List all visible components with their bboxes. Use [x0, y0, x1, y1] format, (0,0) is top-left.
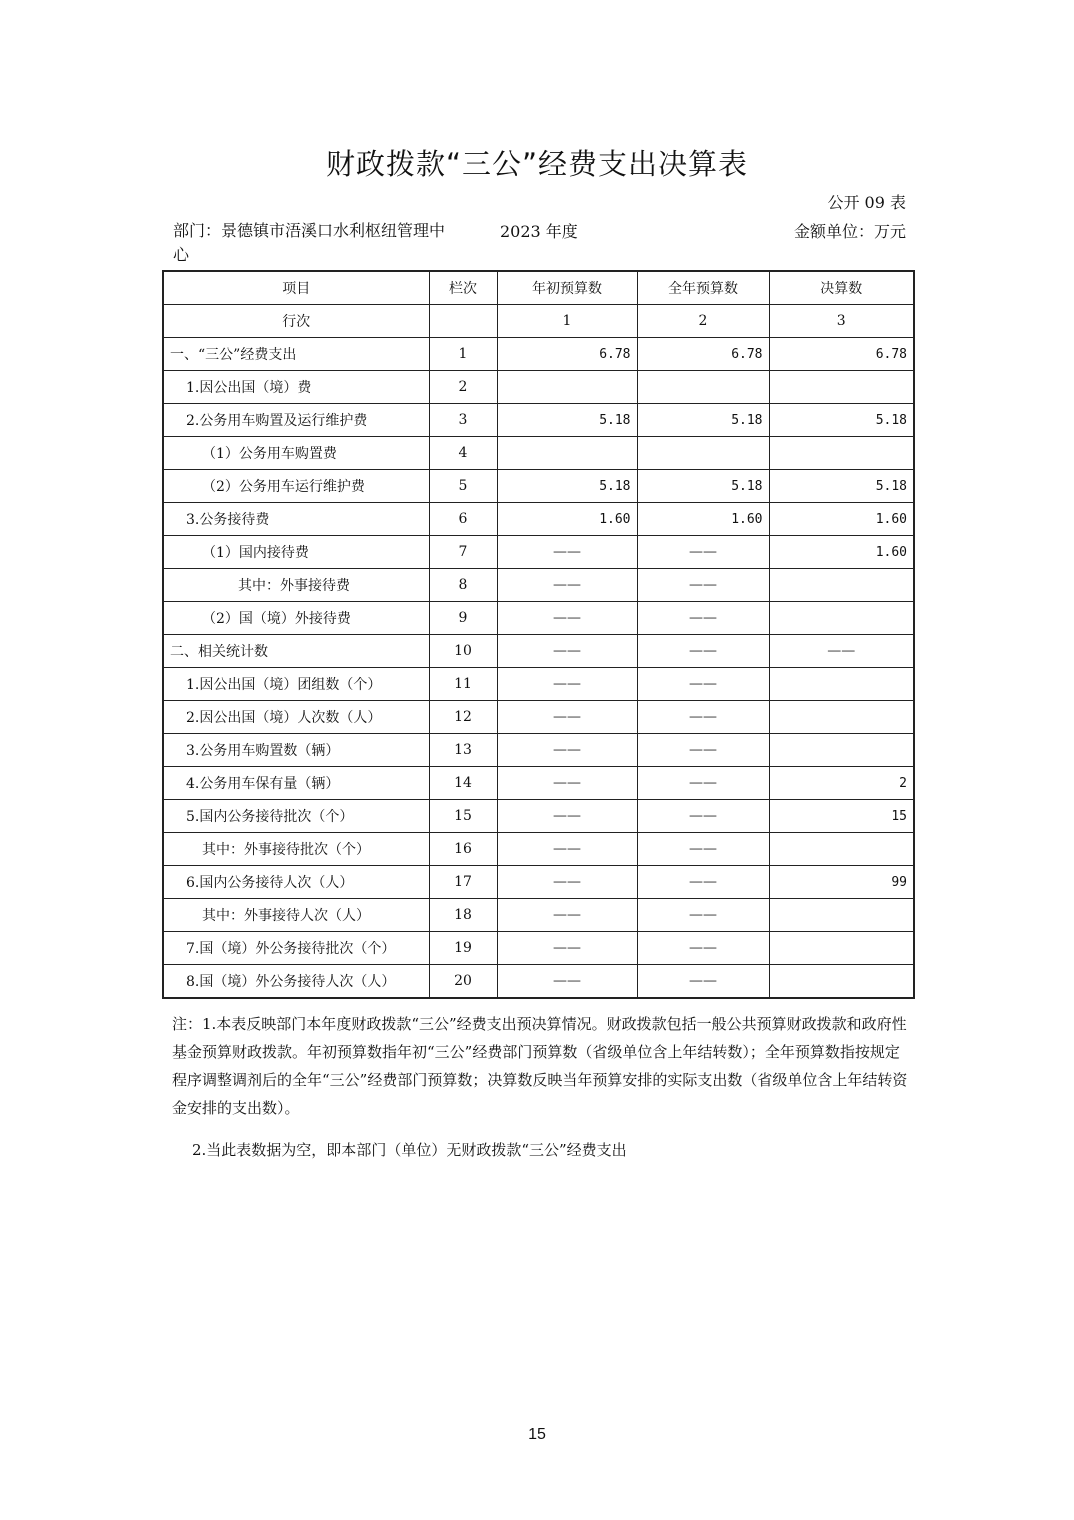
page-title: 财政拨款“三公”经费支出决算表	[325, 147, 749, 181]
note-1: 注：1.本表反映部门本年度财政拨款“三公”经费支出预决算情况。财政拨款包括一般公共预算财政拨款和政府性基金预算财政拨款。年初预算数指年初“三公”经费部门预算数（省级单位含上年结转数）；全年预算数指按规定程序调整调剂后的全年“三公”经费部门预算数；决算数反映当年预算安排的实际支出数（省级单位含上年结转资金安排的支出数）。	[172, 1015, 908, 1117]
row-column-no: 4	[429, 437, 497, 470]
table-row	[163, 404, 914, 437]
row-final-account	[769, 932, 914, 965]
table-row	[163, 734, 914, 767]
row-column-no: 8	[429, 569, 497, 602]
row-column-no: 18	[429, 899, 497, 932]
table-row	[163, 668, 914, 701]
table-row	[163, 602, 914, 635]
table-body	[163, 338, 914, 999]
header-item: 项目	[163, 271, 429, 305]
table-row	[163, 503, 914, 536]
table-row	[163, 965, 914, 999]
row-initial-budget: ——	[497, 965, 637, 999]
row-final-account: 5.18	[769, 470, 914, 503]
row-annual-budget	[637, 437, 769, 470]
row-annual-budget: ——	[637, 701, 769, 734]
row-initial-budget: ——	[497, 767, 637, 800]
row-column-no: 6	[429, 503, 497, 536]
row-final-account: ——	[769, 635, 914, 668]
row-annual-budget: ——	[637, 932, 769, 965]
row-annual-budget: ——	[637, 536, 769, 569]
row-annual-budget: 6.78	[637, 338, 769, 371]
table-row	[163, 800, 914, 833]
row-final-account	[769, 569, 914, 602]
row-item: 其中：外事接待批次（个）	[163, 833, 429, 866]
row-item: 1.因公出国（境）费	[163, 371, 429, 404]
row-item: 4.公务用车保有量（辆）	[163, 767, 429, 800]
row-column-no: 20	[429, 965, 497, 999]
row-column-no: 13	[429, 734, 497, 767]
row-item: （2）公务用车运行维护费	[163, 470, 429, 503]
department-label: 部门：景德镇市浯溪口水利枢纽管理中心	[173, 221, 446, 264]
row-initial-budget: ——	[497, 734, 637, 767]
row-final-account: 99	[769, 866, 914, 899]
row-final-account: 5.18	[769, 404, 914, 437]
row-item: 其中：外事接待人次（人）	[163, 899, 429, 932]
row-final-account	[769, 833, 914, 866]
row-item: 2.公务用车购置及运行维护费	[163, 404, 429, 437]
row-column-no: 17	[429, 866, 497, 899]
row-column-no: 3	[429, 404, 497, 437]
row-final-account: 2	[769, 767, 914, 800]
row-item: 3.公务接待费	[163, 503, 429, 536]
index-3: 3	[769, 305, 914, 338]
row-final-account	[769, 701, 914, 734]
table-row	[163, 437, 914, 470]
row-initial-budget: ——	[497, 932, 637, 965]
row-initial-budget: 6.78	[497, 338, 637, 371]
row-final-account	[769, 668, 914, 701]
row-column-no: 1	[429, 338, 497, 371]
table-row	[163, 536, 914, 569]
row-initial-budget: ——	[497, 569, 637, 602]
row-column-no: 16	[429, 833, 497, 866]
row-item: 一、“三公”经费支出	[163, 338, 429, 371]
table-row	[163, 569, 914, 602]
table-row	[163, 767, 914, 800]
row-item: 其中：外事接待费	[163, 569, 429, 602]
row-initial-budget: ——	[497, 668, 637, 701]
row-item: 5.国内公务接待批次（个）	[163, 800, 429, 833]
row-annual-budget: ——	[637, 602, 769, 635]
note-2: 2.当此表数据为空，即本部门（单位）无财政拨款“三公”经费支出	[192, 1141, 627, 1159]
row-column-no: 15	[429, 800, 497, 833]
row-annual-budget: ——	[637, 569, 769, 602]
row-annual-budget: 5.18	[637, 404, 769, 437]
notes	[172, 1010, 908, 1164]
row-final-account	[769, 371, 914, 404]
row-item: 二、相关统计数	[163, 635, 429, 668]
row-annual-budget: ——	[637, 965, 769, 999]
row-column-no: 12	[429, 701, 497, 734]
expense-table	[162, 270, 915, 999]
row-item: 6.国内公务接待人次（人）	[163, 866, 429, 899]
row-annual-budget: ——	[637, 800, 769, 833]
row-final-account: 15	[769, 800, 914, 833]
row-column-no: 2	[429, 371, 497, 404]
row-column-no: 9	[429, 602, 497, 635]
row-annual-budget	[637, 371, 769, 404]
row-annual-budget: 5.18	[637, 470, 769, 503]
index-2: 2	[637, 305, 769, 338]
row-annual-budget: 1.60	[637, 503, 769, 536]
fiscal-year: 2023 年度	[500, 222, 578, 241]
row-initial-budget: 1.60	[497, 503, 637, 536]
row-initial-budget: ——	[497, 701, 637, 734]
table-row	[163, 899, 914, 932]
header-column-no: 栏次	[429, 271, 497, 305]
table-row	[163, 932, 914, 965]
table-row	[163, 470, 914, 503]
row-column-no: 10	[429, 635, 497, 668]
row-final-account	[769, 602, 914, 635]
table-header-row	[163, 271, 914, 305]
row-column-no: 7	[429, 536, 497, 569]
row-initial-budget: 5.18	[497, 470, 637, 503]
row-item: （1）国内接待费	[163, 536, 429, 569]
row-item: （1）公务用车购置费	[163, 437, 429, 470]
row-annual-budget: ——	[637, 866, 769, 899]
row-final-account: 6.78	[769, 338, 914, 371]
row-initial-budget: ——	[497, 602, 637, 635]
row-annual-budget: ——	[637, 668, 769, 701]
row-final-account	[769, 734, 914, 767]
row-initial-budget	[497, 371, 637, 404]
row-final-account: 1.60	[769, 536, 914, 569]
table-row	[163, 866, 914, 899]
row-initial-budget: 5.18	[497, 404, 637, 437]
amount-unit: 金额单位：万元	[793, 222, 906, 241]
row-annual-budget: ——	[637, 899, 769, 932]
row-item: 1.因公出国（境）团组数（个）	[163, 668, 429, 701]
row-final-account	[769, 965, 914, 999]
table-row	[163, 338, 914, 371]
table-row	[163, 371, 914, 404]
row-column-no: 11	[429, 668, 497, 701]
row-annual-budget: ——	[637, 635, 769, 668]
row-column-no: 19	[429, 932, 497, 965]
header-final-account: 决算数	[769, 271, 914, 305]
row-column-no: 14	[429, 767, 497, 800]
table-row	[163, 635, 914, 668]
form-number: 公开 09 表	[827, 193, 906, 212]
row-annual-budget: ——	[637, 734, 769, 767]
index-label: 行次	[163, 305, 429, 338]
page-number: 15	[528, 1426, 546, 1443]
row-initial-budget: ——	[497, 800, 637, 833]
row-item: 2.因公出国（境）人次数（人）	[163, 701, 429, 734]
row-initial-budget: ——	[497, 866, 637, 899]
row-column-no: 5	[429, 470, 497, 503]
row-item: 8.国（境）外公务接待人次（人）	[163, 965, 429, 999]
row-annual-budget: ——	[637, 767, 769, 800]
table-row	[163, 833, 914, 866]
row-final-account: 1.60	[769, 503, 914, 536]
index-blank	[429, 305, 497, 338]
row-initial-budget: ——	[497, 833, 637, 866]
header-initial-budget: 年初预算数	[497, 271, 637, 305]
row-item: 7.国（境）外公务接待批次（个）	[163, 932, 429, 965]
index-1: 1	[497, 305, 637, 338]
row-final-account	[769, 437, 914, 470]
row-initial-budget: ——	[497, 536, 637, 569]
row-item: 3.公务用车购置数（辆）	[163, 734, 429, 767]
row-annual-budget: ——	[637, 833, 769, 866]
row-initial-budget	[497, 437, 637, 470]
table-row	[163, 701, 914, 734]
table-index-row	[163, 305, 914, 338]
row-initial-budget: ——	[497, 635, 637, 668]
row-item: （2）国（境）外接待费	[163, 602, 429, 635]
row-final-account	[769, 899, 914, 932]
header-annual-budget: 全年预算数	[637, 271, 769, 305]
row-initial-budget: ——	[497, 899, 637, 932]
